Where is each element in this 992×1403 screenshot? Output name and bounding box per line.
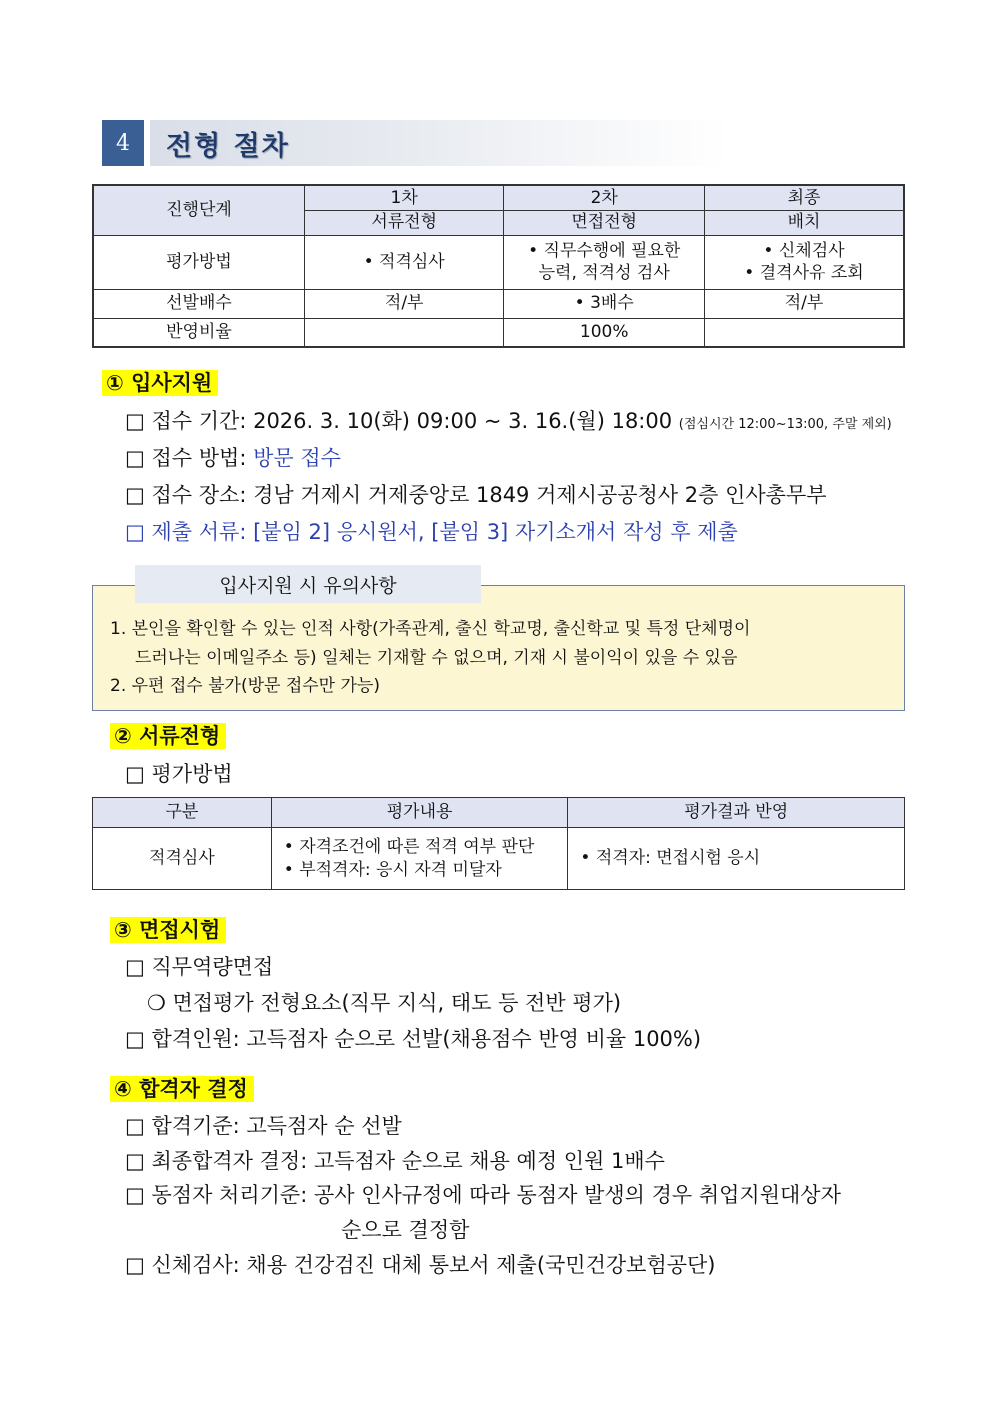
notice-line: 1. 본인을 확인할 수 있는 인적 사항(가족관계, 출신 학교명, 출신학교 및 특정 단체명이 xyxy=(110,619,751,639)
weight-cell: 100% xyxy=(504,318,705,347)
content-cell xyxy=(271,828,568,890)
method-cell xyxy=(504,235,705,289)
stage-name: 서류전형 xyxy=(304,210,503,235)
interview-line: □ 직무역량면접 xyxy=(125,955,274,979)
method-line: • 결격사유 조회 xyxy=(744,263,864,283)
decision-line: □ 합격기준: 고득점자 순 선발 xyxy=(125,1114,402,1138)
stage-name: 배치 xyxy=(704,210,904,235)
period-note: (점심시간 12:00~13:00, 주말 제외) xyxy=(678,417,892,432)
application-place: □ 접수 장소: 경남 거제시 거제중앙로 1849 거제시공공청사 2층 인사총무부 xyxy=(125,483,827,507)
ratio-cell: • 3배수 xyxy=(504,289,705,318)
stage-name: 면접전형 xyxy=(504,210,705,235)
document-screening-table xyxy=(92,797,905,890)
stage-round: 2차 xyxy=(504,185,705,210)
application-docs: □ 제출 서류: [붙임 2] 응시원서, [붙임 3] 자기소개서 작성 후 제출 xyxy=(125,520,738,544)
period-text: □ 접수 기간: 2026. 3. 10(화) 09:00 ~ 3. 16.(월) 18:00 xyxy=(125,409,673,433)
section-title: 전형 절차 xyxy=(166,131,290,162)
weight-label: 반영비율 xyxy=(93,318,304,347)
stage-round: 최종 xyxy=(704,185,904,210)
method-cell xyxy=(704,235,904,289)
heading-final-decision: ④ 합격자 결정 xyxy=(110,1076,254,1102)
application-period xyxy=(125,407,892,439)
application-method xyxy=(125,444,341,472)
weight-cell xyxy=(704,318,904,347)
method-value: 방문 접수 xyxy=(253,446,341,470)
heading-document-screening: ② 서류전형 xyxy=(110,723,226,749)
column-header: 평가결과 반영 xyxy=(568,798,905,828)
column-header: 평가내용 xyxy=(271,798,568,828)
heading-application: ① 입사지원 xyxy=(102,370,218,396)
ratio-cell: 적/부 xyxy=(704,289,904,318)
method-line: • 직무수행에 필요한 xyxy=(528,240,681,261)
content-line: • 부적격자: 응시 자격 미달자 xyxy=(283,859,502,880)
decision-line: 순으로 결정함 xyxy=(341,1218,470,1242)
notice-line: 드러나는 이메일주소 등) 일체는 기재할 수 없으며, 기재 시 불이익이 있을 수 있음 xyxy=(135,648,738,668)
stage-round: 1차 xyxy=(304,185,503,210)
row-label: 적격심사 xyxy=(93,828,272,890)
notice-line: 2. 우편 접수 불가(방문 접수만 가능) xyxy=(110,676,380,696)
procedure-table xyxy=(92,184,905,348)
decision-line: □ 신체검사: 채용 건강검진 대체 통보서 제출(국민건강보험공단) xyxy=(125,1253,716,1277)
heading-interview: ③ 면접시험 xyxy=(110,917,226,943)
stage-label: 진행단계 xyxy=(93,185,304,235)
method-label: 평가방법 xyxy=(93,235,304,289)
ratio-cell: 적/부 xyxy=(304,289,503,318)
ratio-label: 선발배수 xyxy=(93,289,304,318)
decision-line: □ 동점자 처리기준: 공사 인사규정에 따라 동점자 발생의 경우 취업지원대상자 xyxy=(125,1183,841,1207)
weight-cell xyxy=(304,318,503,347)
column-header: 구분 xyxy=(93,798,272,828)
method-prefix: □ 접수 방법: xyxy=(125,446,254,470)
content-line: • 자격조건에 따른 적격 여부 판단 xyxy=(283,837,535,858)
result-cell: • 적격자: 면접시험 응시 xyxy=(568,828,905,890)
method-cell: • 적격심사 xyxy=(304,235,503,289)
interview-line: □ 합격인원: 고득점자 순으로 선발(채용점수 반영 비율 100%) xyxy=(125,1027,702,1051)
decision-line: □ 최종합격자 결정: 고득점자 순으로 채용 예정 인원 1배수 xyxy=(125,1149,665,1173)
interview-line: ❍ 면접평가 전형요소(직무 지식, 태도 등 전반 평가) xyxy=(147,991,622,1015)
section-number: 4 xyxy=(102,120,144,166)
method-line: • 신체검사 xyxy=(763,240,845,261)
method-line: 능력, 적격성 검사 xyxy=(538,263,670,283)
notice-title: 입사지원 시 유의사항 xyxy=(135,565,481,603)
evaluation-method-heading: □ 평가방법 xyxy=(125,762,233,786)
